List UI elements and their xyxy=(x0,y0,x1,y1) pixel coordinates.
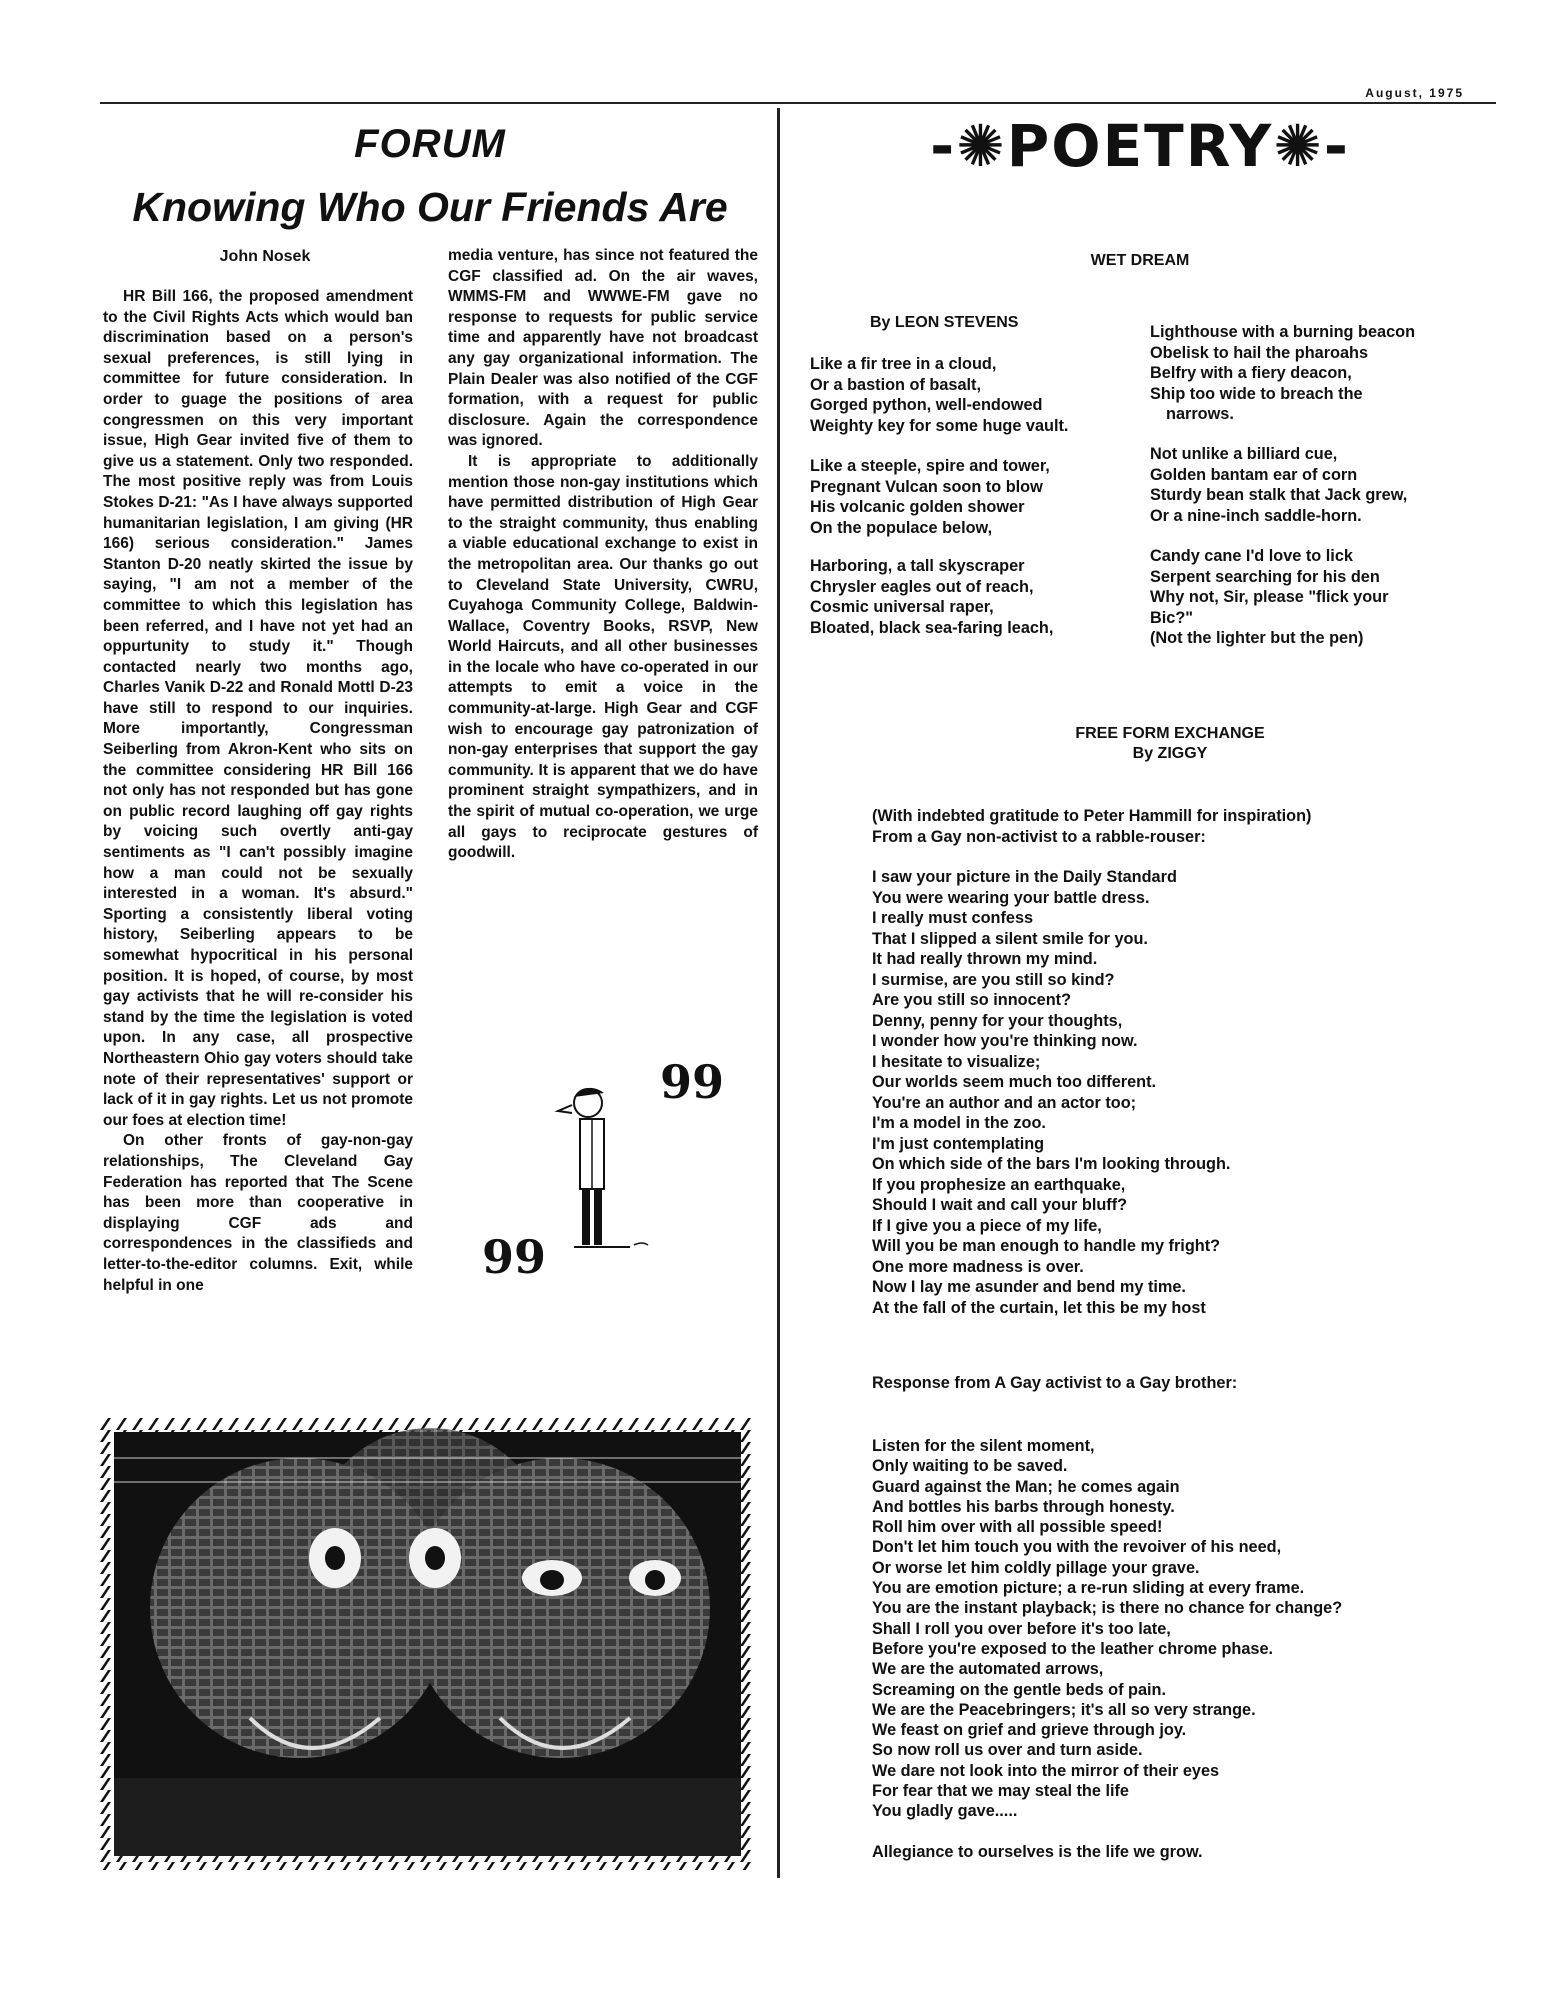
poem-line: That I slipped a silent smile for you. xyxy=(872,929,1148,948)
poem-line: Golden bantam ear of corn xyxy=(1150,465,1358,484)
poem-line: We are the automated arrows, xyxy=(872,1660,1104,1679)
forum-section-title: FORUM xyxy=(354,122,506,166)
quote-mark: 99 xyxy=(482,1230,547,1284)
poem-line: You are emotion picture; a re-run sliding at every frame. xyxy=(872,1579,1305,1598)
poem-intro-line: (With indebted gratitude to Peter Hammill for inspiration) xyxy=(872,807,1312,825)
poem-line: I'm just contemplating xyxy=(872,1134,1045,1153)
poem-line: Shall I roll you over before it's too late, xyxy=(872,1619,1171,1638)
asterisk-ornament-icon: ✺‑ xyxy=(1273,112,1350,180)
poem-stanza xyxy=(1150,322,1415,425)
poem-line: Why not, Sir, please "flick your xyxy=(1150,588,1389,606)
poem-line: You were wearing your battle dress. xyxy=(872,888,1150,907)
poem-stanza xyxy=(810,456,1050,538)
poem-byline: By LEON STEVENS xyxy=(870,314,1019,331)
poem-line: Cosmic universal raper, xyxy=(810,598,994,616)
cartoon-man-illustration xyxy=(550,1075,660,1255)
mosaic-photograph xyxy=(100,1418,755,1870)
poem-line: Don't let him touch you with the revoiver of his need, xyxy=(872,1538,1282,1557)
poem-line: (Not the lighter but the pen) xyxy=(1150,629,1364,647)
poem-line: Or a bastion of basalt, xyxy=(810,375,981,394)
poem-line: If I give you a piece of my life, xyxy=(872,1216,1102,1235)
column-divider xyxy=(777,108,780,1878)
poem-line: Like a steeple, spire and tower, xyxy=(810,457,1050,475)
poem-line: One more madness is over. xyxy=(872,1257,1084,1276)
poem-line: On which side of the bars I'm looking through. xyxy=(872,1155,1231,1173)
poem-line: Roll him over with all possible speed! xyxy=(872,1518,1163,1537)
poem-line: You gladly gave..... xyxy=(872,1802,1018,1821)
poem-line: Are you still so innocent? xyxy=(872,991,1072,1009)
article-paragraph: On other fronts of gay-non-gay relationships, The Cleveland Gay Federation has reported that The Scene has been more than cooperative in displaying CGF ads and correspondences in the classifieds and letter-to-the-editor columns. Exit, while helpful in one xyxy=(103,1132,413,1294)
poem-line: Or a nine-inch saddle-horn. xyxy=(1150,506,1362,525)
poem-line: You are the instant playback; is there no chance for change? xyxy=(872,1599,1343,1618)
article-paragraph: It is appropriate to additionally mention those non-gay institutions which have permitted distribution of High Gear to the straight community, thus enabling a viable educational exchange to exist in the metropolitan area. Our thanks go out to Cleveland State University, CWRU, Cuyahoga Community College, Baldwin-Wallace, Coventry Books, RSVP, New World Haircuts, and all other businesses in the locale who have co-operated in our attempts to emit a voice in the community-at-large. High Gear and CGF wish to encourage gay patronization of non-gay enterprises that support the gay community. It is apparent that we do have prominent straight sympathizers, and in the spirit of mutual co-operation, we urge all gays to reciprocate gestures of goodwill. xyxy=(448,452,758,862)
article-title: Knowing Who Our Friends Are xyxy=(132,184,728,230)
response-heading: Response from A Gay activist to a Gay brother: xyxy=(872,1374,1238,1392)
poem-line: narrows. xyxy=(1166,405,1234,423)
poem-line: I wonder how you're thinking now. xyxy=(872,1032,1138,1050)
poem-line: Now I lay me asunder and bend my time. xyxy=(872,1278,1186,1296)
poem-line: I hesitate to visualize; xyxy=(872,1052,1041,1071)
poetry-title-text: POETRY xyxy=(1006,112,1274,180)
poem-intro-line: From a Gay non-activist to a rabble-rouser: xyxy=(872,827,1206,846)
poem-line: Like a fir tree in a cloud, xyxy=(810,355,997,373)
article-byline: John Nosek xyxy=(219,248,311,265)
asterisk-ornament-icon: ‑✺ xyxy=(930,112,1007,180)
poem-line: I saw your picture in the Daily Standard xyxy=(872,868,1177,886)
poem-line: Harboring, a tall skyscraper xyxy=(810,557,1025,575)
article-paragraph: HR Bill 166, the proposed amendment to the Civil Rights Acts which would ban discrimination based on a person's sexual preferences, is still lying in committee for future consideration. In order to guage the positions of area congressmen on this very important issue, High Gear invited five of them to give us a statement. Only two responded. The most positive reply was from Louis Stokes D-21: "As I have always supported humanitarian legislation, I am giving (HR 166) serious consideration." James Stanton D-20 neatly skirted the issue by saying, "I am not a member of the committee to which this legislation has been referred, and I have not yet had an oppurtunity to study it." Though contacted nearly two months ago, Charles Vanik D-22 and Ronald Mottl D-23 have still to respond to our inquiries. More importantly, Congressman Seiberling from Akron-Kent who sits on the committee considering HR Bill 166 not only has not responded but has gone on public record laughing off gay rights by voicing such overtly anti-gay sentiments as "I can't possibly imagine how a man could not be sexually interested in a woman. It's absurd." Sporting a consistently liberal voting history, Seiberling appears to be somewhat hypocritical in his personal position. It is hoped, of course, by most gay activists that he will re-consider his stand by the time the legislation is voted upon. In any case, all prospective Northeastern Ohio gay voters should take note of their representatives' support or lack of it in gay rights. Let us not promote our foes at election time! xyxy=(103,288,413,1129)
poem-line: I really must confess xyxy=(872,909,1034,927)
poem-line: We are the Peacebringers; it's all so very strange. xyxy=(872,1700,1256,1719)
poem-title-text: FREE FORM EXCHANGE xyxy=(1075,725,1265,742)
top-rule xyxy=(100,102,1496,104)
poem-line: And bottles his barbs through honesty. xyxy=(872,1497,1175,1516)
poem-stanza xyxy=(1150,444,1407,526)
poem-title: WET DREAM xyxy=(1090,252,1190,269)
poem-line: Denny, penny for your thoughts, xyxy=(872,1011,1123,1030)
poem-line: Should I wait and call your bluff? xyxy=(872,1196,1128,1214)
poem-line: Lighthouse with a burning beacon xyxy=(1150,323,1416,341)
poem-line: Before you're exposed to the leather chrome phase. xyxy=(872,1639,1274,1658)
poem-line: Screaming on the gentle beds of pain. xyxy=(872,1680,1167,1699)
poem-line: Candy cane I'd love to lick xyxy=(1150,547,1353,565)
poem-line: Only waiting to be saved. xyxy=(872,1457,1068,1476)
poem-line: Or worse let him coldly pillage your grave. xyxy=(872,1558,1200,1577)
poem-line: Will you be man enough to handle my fright? xyxy=(872,1237,1221,1255)
poem-byline: By ZIGGY xyxy=(1132,745,1208,762)
poem-stanza xyxy=(1150,546,1388,649)
article-column-1 xyxy=(103,287,413,1296)
poetry-section-title xyxy=(900,112,1380,180)
closing-line: Allegiance to ourselves is the life we grow. xyxy=(872,1843,1203,1861)
poem-line: I'm a model in the zoo. xyxy=(872,1114,1046,1132)
poem-stanza xyxy=(810,354,1068,436)
quote-mark: 99 xyxy=(660,1055,725,1109)
poem-title xyxy=(900,724,1440,764)
article-column-2 xyxy=(448,246,758,864)
poem-line: Serpent searching for his den xyxy=(1150,567,1380,586)
poem-line: His volcanic golden shower xyxy=(810,498,1025,516)
poem-line: Guard against the Man; he comes again xyxy=(872,1477,1180,1496)
poem-line: If you prophesize an earthquake, xyxy=(872,1175,1126,1194)
poem-line: Pregnant Vulcan soon to blow xyxy=(810,477,1043,496)
poem-line: Listen for the silent moment, xyxy=(872,1437,1095,1455)
poem-line: Weighty key for some huge vault. xyxy=(810,416,1069,435)
poem-line: Our worlds seem much too different. xyxy=(872,1073,1157,1091)
poem-line: For fear that we may steal the life xyxy=(872,1782,1129,1801)
poem-line: Ship too wide to breach the xyxy=(1150,384,1363,403)
poem-stanza xyxy=(810,556,1053,638)
poem-line: At the fall of the curtain, let this be my host xyxy=(872,1298,1206,1317)
response-poem xyxy=(872,1436,1342,1822)
poem-line: Bic?" xyxy=(1150,608,1194,627)
poem-line: We dare not look into the mirror of their eyes xyxy=(872,1761,1220,1780)
poem-line: On the populace below, xyxy=(810,518,993,537)
poem-line: Gorged python, well-endowed xyxy=(810,396,1043,414)
poem-line: Sturdy bean stalk that Jack grew, xyxy=(1150,486,1408,504)
poem-line: Not unlike a billiard cue, xyxy=(1150,445,1338,463)
poem-line: It had really thrown my mind. xyxy=(872,950,1098,968)
poem-line: So now roll us over and turn aside. xyxy=(872,1741,1143,1760)
article-paragraph: media venture, has since not featured the CGF classified ad. On the air waves, WMMS-FM and WWWE-FM gave no response to requests for public service time and apparently have not broadcast any gay organizational information. The Plain Dealer was also notified of the CGF formation, with a request for public disclosure. Again the correspondence was ignored. xyxy=(448,247,758,450)
poem-line: Obelisk to hail the pharoahs xyxy=(1150,343,1369,362)
poem-body xyxy=(872,806,1311,1318)
poem-line: Chrysler eagles out of reach, xyxy=(810,577,1034,596)
poem-line: I surmise, are you still so kind? xyxy=(872,970,1115,989)
poem-line: We feast on grief and grieve through joy. xyxy=(872,1721,1187,1740)
issue-date: August, 1975 xyxy=(1365,86,1464,100)
poem-line: You're an author and an actor too; xyxy=(872,1093,1137,1112)
poem-line: Belfry with a fiery deacon, xyxy=(1150,364,1352,382)
poem-line: Bloated, black sea-faring leach, xyxy=(810,618,1054,637)
